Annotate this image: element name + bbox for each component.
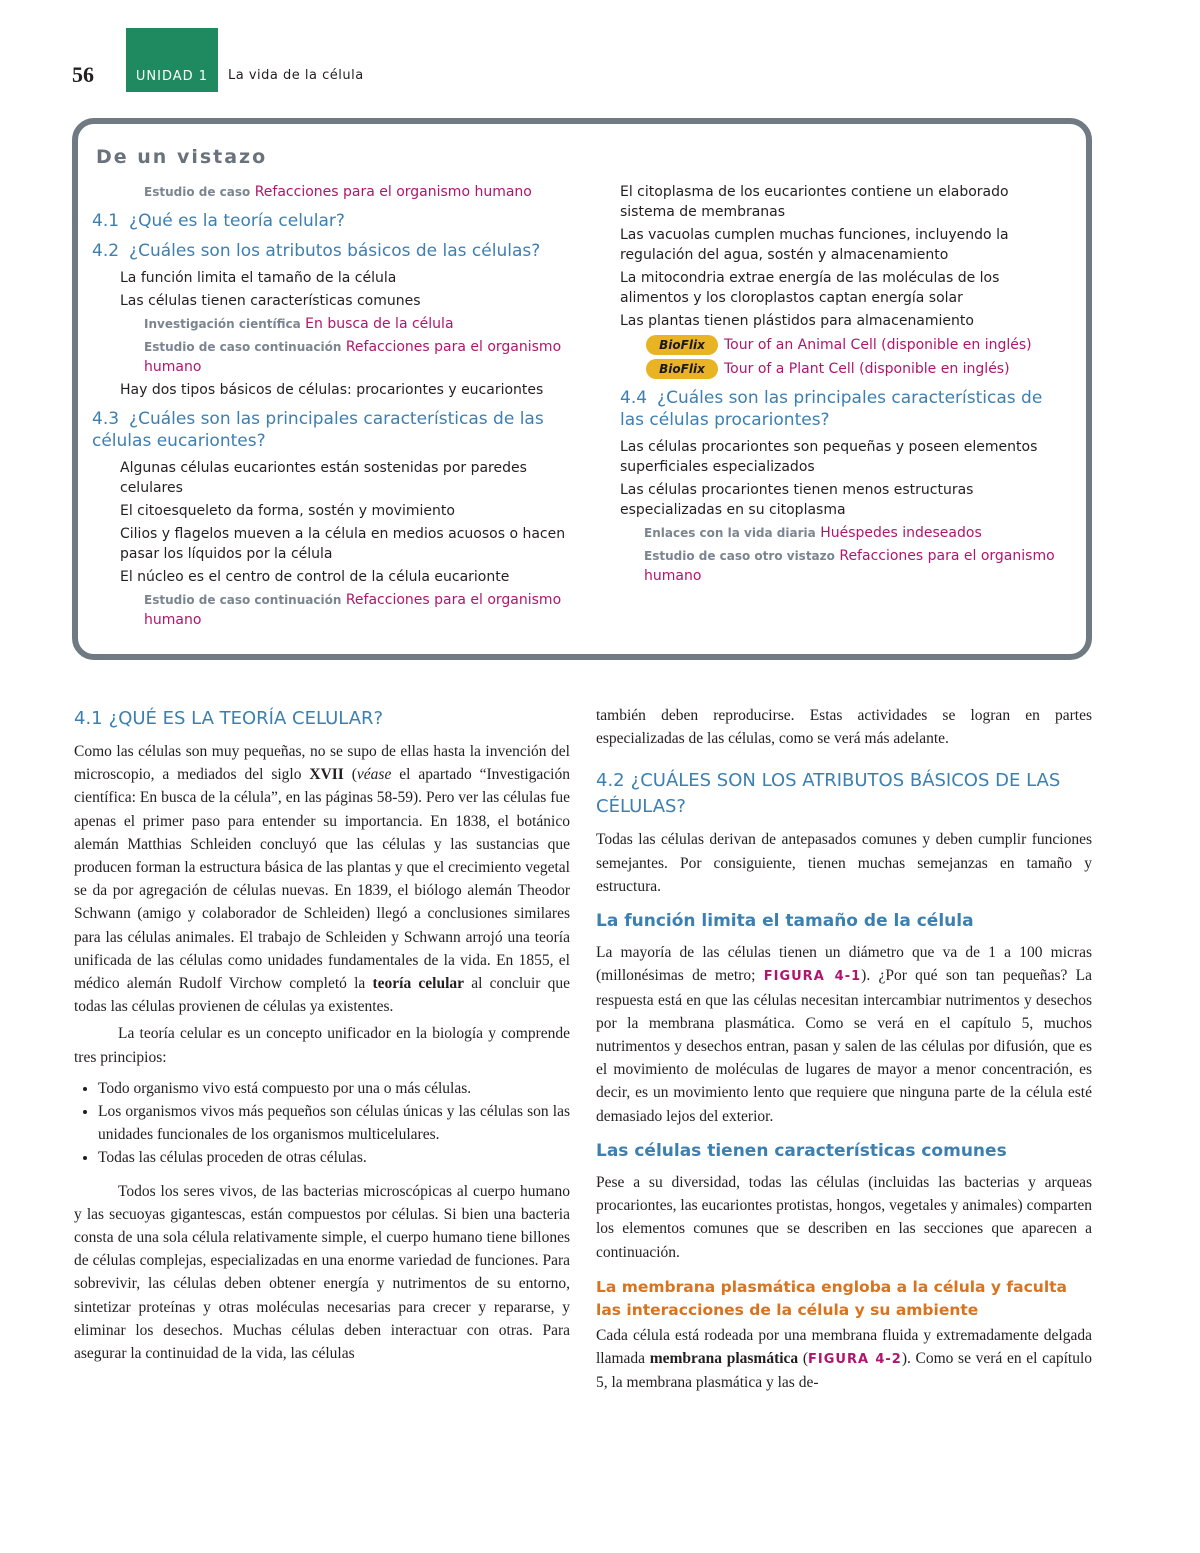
paragraph [596, 1324, 1092, 1395]
section-heading-4-2 [596, 768, 1092, 820]
text-run: el apartado “Investigación científica: En busca de la célula”, en las páginas 58-59). Pero ver las células fue apenas el primer paso para entender su importancia. En 1838, el botánico alemán Matthias Schleiden concluyó que las células y las sustancias que producen forman la estructura básica de las plantas y que el crecimiento vegetal se da por agregación de células nuevas. En 1839, el biólogo alemán Theodor Schwann (amigo y colaborador de Schleiden) llegó a conclusiones similares para las células animales. El trabajo de Schleiden y Schwann arrojó una teoría unificada de las células como unidades fundamentales de la vida. En 1855, el médico alemán Rudolf Virchow completó la [74, 766, 570, 993]
section-number: 4.3 [92, 409, 120, 429]
case-study-continuation-entry[interactable] [92, 590, 572, 630]
toc-item[interactable]: Las células procariontes son pequeñas y poseen elementos superficiales especializados [620, 439, 1038, 475]
bioflix-logo: BioFlix [646, 335, 718, 355]
page-number: 56 [72, 62, 94, 87]
text-run: Cada célula está rodeada por una membrana fluida y extremadamente delgada llamada [596, 1326, 1092, 1368]
research-title: En busca de la célula [305, 316, 454, 332]
paragraph: Todas las células derivan de antepasados comunes y deben cumplir funciones semejantes. Por consiguiente, tienen muchas semejanzas en tamaño y estructura. [596, 831, 1092, 895]
toc-section-4-4[interactable] [620, 387, 1060, 431]
case-study-revisited-entry[interactable] [620, 546, 1060, 586]
list-item: • Los organismos vivos más pequeños son células únicas y las células son las unidades funcionales de los organismos multicelulares. [98, 1100, 570, 1146]
toc-item[interactable]: Las células tienen características comunes [120, 293, 421, 309]
toc-item[interactable]: El núcleo es el centro de control de la célula eucarionte [120, 569, 510, 585]
text-run: ( [343, 766, 357, 784]
toc-item[interactable]: La mitocondria extrae energía de las moléculas de los alimentos y los cloroplastos captan energía solar [620, 270, 1000, 306]
case-study-label: Estudio de caso [144, 185, 251, 199]
text-run: al concluir que todas las células provienen de células ya existentes. [74, 975, 570, 1016]
paragraph: La teoría celular es un concepto unificador en la biología y comprende tres principios: [74, 1025, 570, 1066]
case-continuation-title: Refacciones para el organismo humano [144, 339, 562, 375]
toc-item[interactable]: Las vacuolas cumplen muchas funciones, incluyendo la regulación del agua, sostén y almacenamiento [620, 227, 1009, 263]
case-study-entry[interactable] [92, 182, 572, 202]
text-run: véase [356, 766, 392, 784]
text-run: Como las células son muy pequeñas, no se supo de ellas hasta la invención del microscopio, a mediados del siglo [74, 743, 570, 784]
section-number: 4.2 [92, 241, 120, 261]
section-heading-4-1 [74, 706, 570, 732]
bioflix-link-text: Tour of an Animal Cell (disponible en inglés) [724, 337, 1032, 353]
section-title: ¿Cuáles son las principales características de las células eucariontes? [92, 409, 544, 451]
text-run: ( [798, 1350, 808, 1368]
case-revisited-label: Estudio de caso otro vistazo [644, 549, 835, 563]
section-number: 4.4 [620, 388, 648, 408]
toc-item[interactable]: El citoplasma de los eucariontes contiene un elaborado sistema de membranas [620, 184, 1009, 220]
section-heading-text: ¿QUÉ ES LA TEORÍA CELULAR? [108, 708, 384, 729]
case-study-title: Refacciones para el organismo humano [254, 184, 532, 200]
toc-item[interactable]: Hay dos tipos básicos de células: procariontes y eucariontes [120, 382, 544, 398]
case-study-continuation-entry[interactable] [92, 337, 572, 377]
section-title: ¿Qué es la teoría celular? [129, 211, 345, 231]
glance-title: De un vistazo [96, 146, 268, 168]
paragraph: también deben reproducirse. Estas actividades se logran en partes especializadas de las células, como se verá más adelante. [596, 707, 1092, 748]
bioflix-link-text: Tour of a Plant Cell (disponible en inglés) [724, 361, 1010, 377]
unit-tab: UNIDAD 1 [126, 28, 218, 92]
list-item: • Todo organismo vivo está compuesto por una o más células. [98, 1077, 570, 1100]
at-a-glance-box [72, 118, 1092, 660]
research-entry[interactable] [92, 314, 572, 334]
text-run: ). ¿Por qué son tan pequeñas? La respuesta está en que las células necesitan intercambiar nutrimentos y desechos por la membrana plasmática. Como se verá en el capítulo 5, muchos nutrimentos y desechos entran, pasan y salen de las células por difusión, que es el movimiento de moléculas de lugares de mayor a menor concentración, es decir, es un movimiento lento que requiere que ninguna parte de la célula esté demasiado lejos del exterior. [596, 967, 1092, 1125]
section-title: ¿Cuáles son las principales características de las células procariontes? [620, 388, 1043, 430]
case-continuation-title: Refacciones para el organismo humano [144, 592, 562, 628]
glance-right-column [620, 180, 1060, 589]
daily-life-title: Huéspedes indeseados [820, 525, 982, 541]
text-run: ). Como se verá en el capítulo 5, la membrana plasmática y las de- [596, 1350, 1092, 1392]
section-number: 4.1 [92, 211, 120, 231]
toc-item[interactable]: Las plantas tienen plástidos para almacenamiento [620, 313, 974, 329]
bioflix-animal-cell-link[interactable] [620, 335, 1060, 355]
case-revisited-title: Refacciones para el organismo humano [644, 548, 1055, 584]
subheading-common: Las células tienen características comunes [596, 1140, 1007, 1161]
bioflix-logo: BioFlix [646, 359, 718, 379]
body-left-column [74, 700, 570, 1365]
toc-item[interactable]: Cilios y flagelos mueven a la célula en medios acuosos o hacen pasar los líquidos por la célula [120, 526, 566, 562]
section-heading-text: ¿CUÁLES SON LOS ATRIBUTOS BÁSICOS DE LAS CÉLULAS? [596, 770, 1061, 818]
section-number: 4.2 [596, 770, 625, 792]
body-right-column [596, 704, 1092, 1394]
text-run: XVII [309, 766, 344, 784]
key-term: membrana plasmática [649, 1350, 799, 1368]
figure-4-2-link[interactable]: FIGURA 4-2 [808, 1352, 902, 1368]
paragraph: Todos los seres vivos, de las bacterias microscópicas al cuerpo humano y las secuoyas gigantescas, están compuestos por células. Si bien una bacteria consta de una sola célula relativamente simple, el cuerpo humano tiene billones de células complejas, especializadas en una enorme variedad de funciones. Para sobrevivir, las células deben obtener energía y nutrimentos de su entorno, sintetizar proteínas y otras moléculas necesarias para crecer y repararse, y eliminar los desechos. Muchas células deben interactuar con otras. Para asegurar la continuidad de la vida, las células [74, 1182, 570, 1363]
key-term: teoría celular [372, 975, 465, 993]
figure-4-1-link[interactable]: FIGURA 4-1 [763, 969, 862, 985]
toc-item[interactable]: Algunas células eucariontes están sostenidas por paredes celulares [120, 460, 527, 496]
glance-left-column [92, 180, 572, 633]
section-title: ¿Cuáles son los atributos básicos de las células? [129, 241, 541, 261]
paragraph [596, 941, 1092, 1128]
daily-life-link-entry[interactable] [620, 523, 1060, 543]
list-item: • Todas las células proceden de otras células. [98, 1146, 570, 1169]
toc-item[interactable]: El citoesqueleto da forma, sostén y movimiento [120, 503, 455, 519]
research-label: Investigación científica [144, 317, 301, 331]
paragraph: Pese a su diversidad, todas las células (incluidas las bacterias y arqueas procariontes, las eucariontes protistas, hongos, vegetales y animales) comparten los elementos comunes que se describen en las secciones que aparecen a continuación. [596, 1174, 1092, 1261]
toc-section-4-3[interactable] [92, 408, 572, 452]
section-number: 4.1 [74, 708, 103, 729]
bioflix-plant-cell-link[interactable] [620, 359, 1060, 379]
case-continuation-label: Estudio de caso continuación [144, 593, 342, 607]
case-continuation-label: Estudio de caso continuación [144, 340, 342, 354]
subheading-size: La función limita el tamaño de la célula [596, 911, 974, 932]
paragraph [74, 740, 570, 1018]
toc-section-4-2[interactable] [92, 240, 572, 262]
toc-section-4-1[interactable] [92, 210, 572, 232]
toc-item[interactable]: La función limita el tamaño de la célula [120, 270, 397, 286]
daily-life-label: Enlaces con la vida diaria [644, 526, 816, 540]
subheading-membrane: La membrana plasmática engloba a la célula y faculta las interacciones de la célula y su ambiente [596, 1277, 1068, 1319]
principles-list [74, 1077, 570, 1170]
toc-item[interactable]: Las células procariontes tienen menos estructuras especializadas en su citoplasma [620, 482, 974, 518]
text-run: La mayoría de las células tienen un diámetro que va de 1 a 100 micras (millonésimas de metro; [596, 944, 1092, 985]
unit-title: La vida de la célula [228, 68, 364, 83]
